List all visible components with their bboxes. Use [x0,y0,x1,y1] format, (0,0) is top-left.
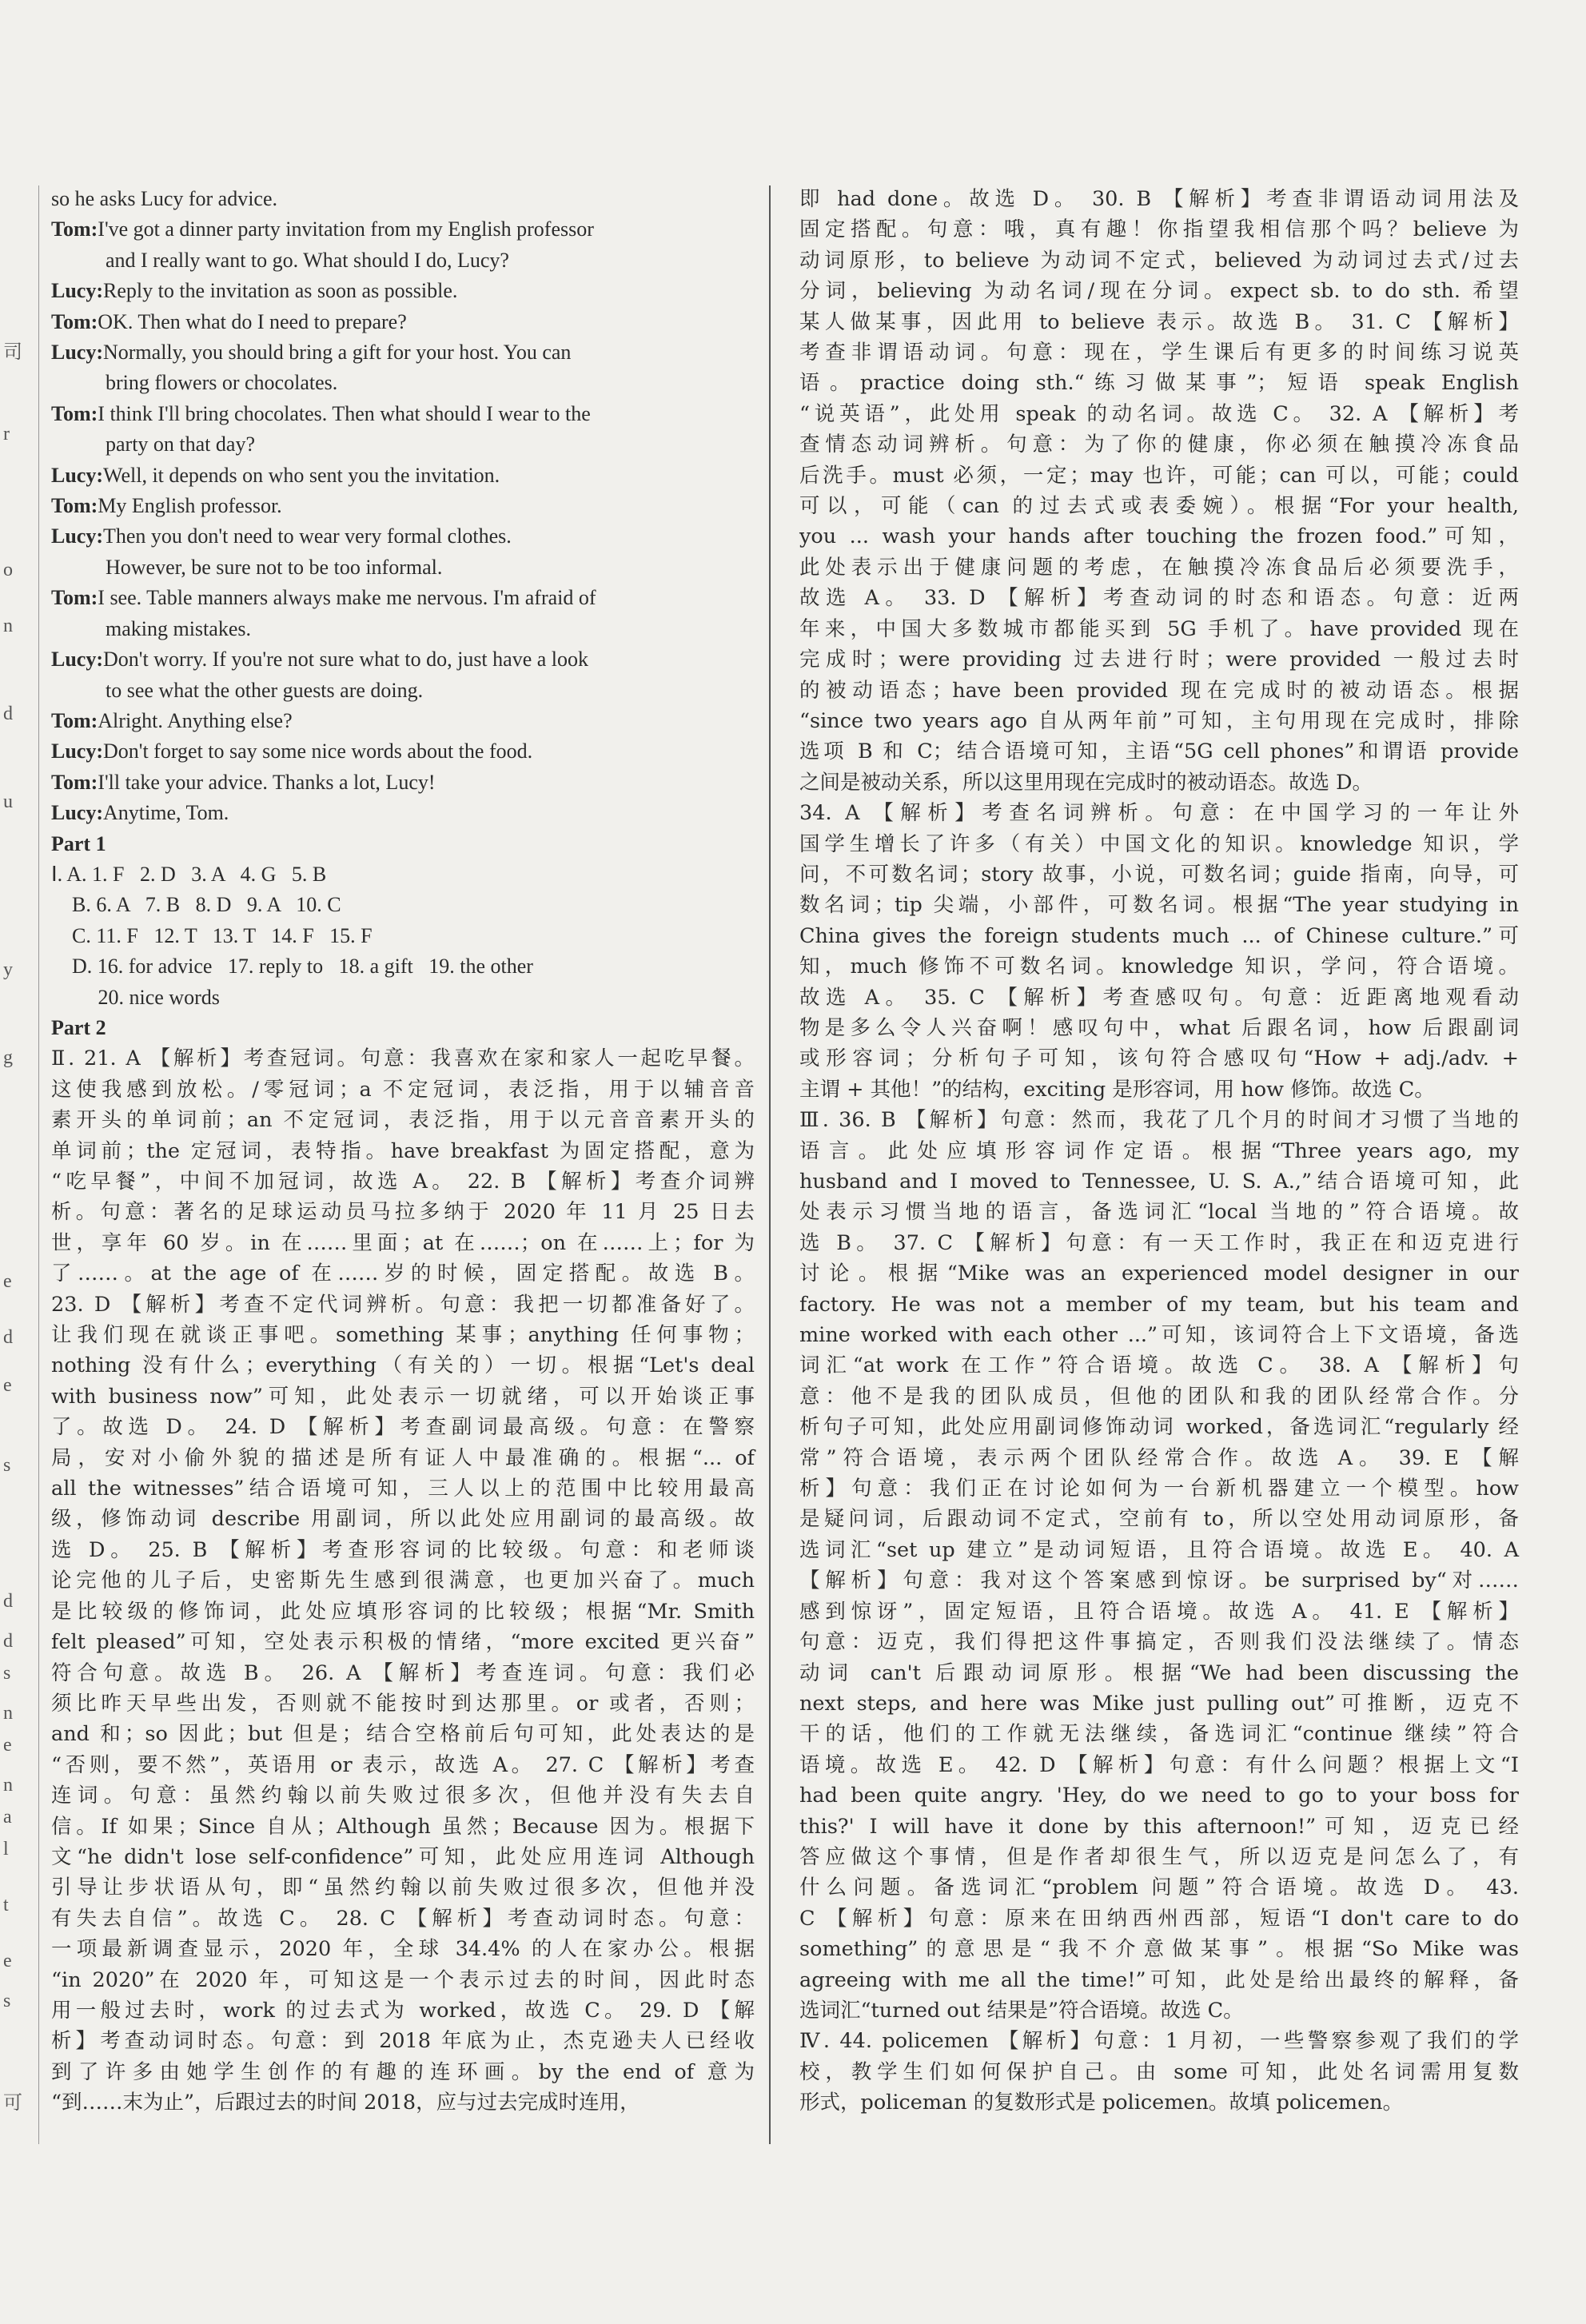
dialogue-text: and I really want to go. What should I do, Lucy? [106,248,509,272]
explanation-line: 感到惊讶”，固定短语，且符合语境。故选 A。 41. E 【解析】 [799,1599,1519,1624]
dialogue-line [51,706,755,736]
dialogue-line [51,491,755,521]
explanation-line: 局，安对小偷外貌的描述是所有证人中最准确的。根据“... of [51,1445,755,1470]
answer-line: C. 11. F 12. T 13. T 14. F 15. F [51,923,373,947]
explanation-line: Ⅲ. 36. B 【解析】句意：然而，我花了几个月的时间才习惯了当地的 [799,1108,1519,1133]
explanation-line: 校，教学生们如何保护自己。由 some 可知，此处名词需用复数 [799,2059,1519,2084]
explanation-line: felt pleased”可知，空处表示积极的情绪，“more excited 更兴奋” [51,1630,755,1655]
explanation-line: factory. He was not a member of my team, but his team and [799,1292,1519,1317]
gutter-fragment: e [3,1375,12,1396]
explanation-line: “in 2020”在 2020 年，可知这是一个表示过去的时间，因此时态 [51,1967,755,1992]
speaker-label: Lucy: [51,739,103,763]
dialogue-text: Don't forget to say some nice words about the food. [103,739,533,763]
explanation-line: 23. D 【解析】考查不定代词辨析。句意：我把一切都准备好了。 [51,1292,755,1317]
explanation-line: 数名词；tip 尖端，小部件，可数名词。根据“The year studying in [799,893,1519,918]
explanation-line: 34. A 【解析】考查名词辨析。句意：在中国学习的一年让外 [799,801,1519,826]
gutter-fragment: e [3,1271,12,1292]
speaker-label: Tom: [51,708,98,732]
explanation-line: 故选 A。 33. D 【解析】考查动词的时态和语态。句意：近两 [799,586,1519,611]
explanation-line: “吃早餐”，中间不加冠词，故选 A。 22. B 【解析】考查介词辨 [51,1170,755,1194]
explanation-line: 问，不可数名词；story 故事，小说，可数名词；guide 指南，向导，可 [799,862,1519,887]
explanation-line: 年来，中国大多数城市都能买到 5G 手机了。have provided 现在 [799,616,1519,641]
answer-line: D. 16. for advice 17. reply to 18. a gift 19. the other [51,955,533,979]
gutter-fragment: d [3,1591,13,1612]
speaker-label: Lucy: [51,648,103,672]
explanation-line: 文“he didn't lose self-confidence”可知，此处应用连词 Although [51,1844,755,1869]
explanation-line: and 和；so 因此；but 但是；结合空格前后句可知，此处表达的是 [51,1722,755,1747]
dialogue-line [51,583,755,613]
gutter-fragment: d [3,1631,13,1652]
dialogue-line [51,307,755,337]
dialogue-line [51,676,755,706]
explanation-line: 世，享年 60 岁。in 在……里面；at 在……；on 在……上；for 为 [51,1230,755,1255]
explanation-line: this?' I will have it done by this afternoon!”可知，迈克已经 [799,1814,1519,1839]
explanation-line: husband and I moved to Tennessee, U. S. A.,”结合语境可知，此 [799,1170,1519,1194]
gutter-fragment: t [3,1895,9,1915]
explanation-line: 之间是被动关系，所以这里用现在完成时的被动语态。故选 D。 [799,770,1373,795]
explanation-line: 用一般过去时，work 的过去式为 worked，故选 C。 29. D 【解 [51,1998,755,2023]
gutter-fragment: n [3,1775,13,1796]
explanation-line: 这使我感到放松。/零冠词；a 不定冠词，表泛指，用于以辅音音 [51,1077,755,1102]
explanation-line: something”的意思是“我不介意做某事”。根据“So Mike was [799,1937,1519,1962]
speaker-label: Lucy: [51,279,103,303]
explanation-line: 即 had done。故选 D。 30. B 【解析】考查非谓语动词用法及 [799,187,1519,211]
explanation-line: with business now”可知，此处表示一切就绪，可以开始谈正事 [51,1384,755,1409]
column-divider [769,185,771,2144]
speaker-label: Tom: [51,770,98,794]
answer-line: Ⅰ. A. 1. F 2. D 3. A 4. G 5. B [51,862,327,886]
gutter-rule [38,185,39,2144]
dialogue-line [51,521,755,552]
explanation-line: 或形容词；分析句子可知，该句符合感叹句“How + adj./adv. + [799,1046,1519,1071]
explanation-line: 句意：迈克，我们得把这件事搞定，否则我们没法继续了。情态 [799,1630,1519,1655]
gutter-fragment: s [3,1455,11,1476]
explanation-line: 了。故选 D。 24. D 【解析】考查副词最高级。句意：在警察 [51,1415,755,1440]
speaker-label: Lucy: [51,524,103,548]
explanation-line: 是疑问词，后跟动词不定式，空前有 to，所以空处用动词原形，备 [799,1507,1519,1532]
explanation-line: 选词汇“set up 建立”是动词短语，且符合语境。故选 E。 40. A [799,1537,1519,1562]
explanation-line: 选 D。 25. B 【解析】考查形容词的比较级。句意：和老师谈 [51,1537,755,1562]
gutter-fragment: o [3,560,13,580]
dialogue-text: Normally, you should bring a gift for your host. You can [103,341,572,365]
explanation-line: 析】考查动词时态。句意：到 2018 年底为止，杰克逊夫人已经收 [51,2029,755,2054]
dialogue-line [51,368,755,398]
explanation-line: 了……。at the age of 在……岁的时候，固定搭配。故选 B。 [51,1262,755,1286]
explanation-line: 动词原形，to believe 为动词不定式，believed 为动词过去式/过去 [799,248,1519,273]
dialogue-line [51,614,755,644]
explanation-line: 意：他不是我的团队成员，但他的团队和我的团队经常合作。分 [799,1384,1519,1409]
dialogue-text: bring flowers or chocolates. [106,371,338,395]
explanation-line: 的被动语态；have been provided 现在完成时的被动语态。根据 [799,678,1519,703]
dialogue-text: I'll take your advice. Thanks a lot, Lucy! [98,770,436,794]
explanation-line: 此处表示出于健康问题的考虑，在触摸冷冻食品后必须要洗手， [799,555,1519,580]
speaker-label: Tom: [51,401,98,425]
explanation-line: 【解析】句意：我对这个答案感到惊讶。be surprised by“对…… [799,1569,1519,1593]
gutter-fragment: g [3,1047,13,1068]
explanation-line: you ... wash your hands after touching the frozen food.”可知， [799,524,1519,549]
dialogue-line [51,644,755,675]
explanation-line: 完成时；were providing 过去进行时；were provided 一般过去时 [799,648,1519,672]
explanation-line: next steps, and here was Mike just pulling out”可推断，迈克不 [799,1691,1519,1716]
explanation-line: 讨论。根据“Mike was an experienced model designer in our [799,1262,1519,1286]
left-explanations [51,1043,755,2118]
dialogue-line [51,736,755,767]
gutter-fragment: e [3,1735,12,1756]
dialogue-text: to see what the other guests are doing. [106,678,424,702]
speaker-label: Lucy: [51,341,103,365]
explanation-line: C 【解析】句意：原来在田纳西州西部，短语“I don't care to do [799,1906,1519,1931]
dialogue-line [51,798,755,828]
gutter-fragment: n [3,1703,13,1724]
dialogue-line [51,429,755,460]
explanation-line: 分词，believing 为动名词/现在分词。expect sb. to do sth. 希望 [799,279,1519,304]
dialogue-line [51,245,755,276]
dialogue-text: I think I'll bring chocolates. Then what should I wear to the [98,401,591,425]
left-column [51,184,755,2119]
dialogue-text: Well, it depends on who sent you the invitation. [103,463,500,487]
gutter-fragment: d [3,1327,13,1348]
explanation-line: 是比较级的修饰词，此处应填形容词的比较级；根据“Mr. Smith [51,1599,755,1624]
explanation-line: 析句子可知，此处应用副词修饰动词 worked，备选词汇“regularly 经 [799,1415,1519,1440]
dialogue-line [51,184,755,214]
explanation-line: all the witnesses”结合语境可知，三人以上的范围中比较用最高 [51,1477,755,1501]
speaker-label: Tom: [51,309,98,333]
speaker-label: Tom: [51,586,98,610]
explanation-line: 动词 can't 后跟动词原形。根据“We had been discussing the [799,1660,1519,1685]
explanation-line: 选 B。 37. C 【解析】句意：有一天工作时，我正在和迈克进行 [799,1230,1519,1255]
explanation-line: 级，修饰动词 describe 用副词，所以此处应用副词的最高级。故 [51,1507,755,1532]
explanation-line: 处表示习惯当地的语言，备选词汇“local 当地的”符合语境。故 [799,1200,1519,1225]
answer-line: 20. nice words [51,985,220,1009]
explanation-line: 固定搭配。句意：哦，真有趣！你指望我相信那个吗？believe 为 [799,217,1519,242]
dialogue-line [51,337,755,368]
dialogue-text: I see. Table manners always make me nervous. I'm afraid of [98,586,596,610]
explanation-line: 析。句意：著名的足球运动员马拉多纳于 2020 年 11 月 25 日去 [51,1200,755,1225]
gutter-fragment: 司 [3,342,22,363]
explanation-line: 国学生增长了许多（有关）中国文化的知识。knowledge 知识，学 [799,831,1519,856]
explanation-line: 什么问题。备选词汇“problem 问题”符合语境。故选 D。 43. [799,1876,1519,1900]
dialogue-text: Don't worry. If you're not sure what to do, just have a look [103,648,589,672]
dialogue-text: My English professor. [98,494,282,518]
explanation-line: mine worked with each other ...”可知，该词符合上下文语境，备选 [799,1323,1519,1348]
dialogue-text: Anytime, Tom. [103,801,229,825]
part2-title: Part 2 [51,1015,106,1039]
explanation-line: 语境。故选 E。 42. D 【解析】句意：有什么问题？根据上文“I [799,1752,1519,1777]
explanation-line: 连词。句意：虽然约翰以前失败过很多次，但他并没有失去自 [51,1784,755,1808]
explanation-line: “说英语”，此处用 speak 的动名词。故选 C。 32. A 【解析】考 [799,401,1519,426]
explanation-line: 须比昨天早些出发，否则就不能按时到达那里。or 或者，否则； [51,1691,755,1716]
gutter-fragment: e [3,1951,12,1971]
dialogue-text: I've got a dinner party invitation from my English professor [98,217,594,241]
dialogue-text: Alright. Anything else? [98,708,293,732]
gutter-fragment: l [3,1839,9,1860]
gutter-fragment: y [3,959,13,980]
explanation-line: 形式，policeman 的复数形式是 policemen。故填 policemen。 [799,2091,1404,2115]
explanation-line: 主谓 + 其他！”的结构，exciting 是形容词，用 how 修饰。故选 C。 [799,1077,1435,1102]
explanation-line: 选词汇“turned out 结果是”符合语境。故选 C。 [799,1998,1244,2023]
explanation-line: 让我们现在就谈正事吧。something 某事；anything 任何事物； [51,1323,755,1348]
explanation-line: 常”符合语境，表示两个团队经常合作。故选 A。 39. E 【解 [799,1445,1519,1470]
explanation-line: agreeing with me all the time!”可知，此处是给出最终的解释，备 [799,1967,1519,1992]
explanation-line: 一项最新调查显示，2020 年，全球 34.4% 的人在家办公。根据 [51,1937,755,1962]
gutter-fragment: u [3,791,13,812]
dialogue [51,184,755,829]
explanation-line: 故选 A。 35. C 【解析】考查感叹句。句意：近距离地观看动 [799,985,1519,1010]
right-explanations [799,184,1519,2119]
dialogue-line [51,767,755,798]
dialogue-text: However, be sure not to be too informal. [106,555,443,579]
explanation-line: 后洗手。must 必须，一定；may 也许，可能；can 可以，可能；could [799,463,1519,488]
answer-line: B. 6. A 7. B 8. D 9. A 10. C [51,893,341,917]
explanation-line: 选项 B 和 C；结合语境可知，主语“5G cell phones”和谓语 provide [799,739,1519,764]
explanation-line: nothing 没有什么；everything（有关的）一切。根据“Let's deal [51,1353,755,1378]
explanation-line: 有失去自信”。故选 C。 28. C 【解析】考查动词时态。句意： [51,1906,755,1931]
gutter-fragment: s [3,1991,11,2011]
dialogue-text: OK. Then what do I need to prepare? [98,309,407,333]
explanation-line: 答应做这个事情，但是作者却很生气，所以迈克是问怎么了，有 [799,1844,1519,1869]
dialogue-line [51,399,755,429]
explanation-line: 素开头的单词前；an 不定冠词，表泛指，用于以元音音素开头的 [51,1108,755,1133]
dialogue-text: Then you don't need to wear very formal clothes. [103,524,512,548]
speaker-label: Tom: [51,217,98,241]
dialogue-text: so he asks Lucy for advice. [51,187,278,210]
dialogue-text: party on that day? [106,433,255,456]
speaker-label: Tom: [51,494,98,518]
explanation-line: 知，much 修饰不可数名词。knowledge 知识，学问，符合语境。 [799,955,1519,979]
explanation-line: 物是多么令人兴奋啊！感叹句中，what 后跟名词，how 后跟副词 [799,1015,1519,1040]
explanation-line: 语。practice doing sth.“练习做某事”；短语 speak English [799,371,1519,396]
left-gutter-fragments [0,160,32,2159]
explanation-line: 论完他的儿子后，史密斯先生感到很满意，也更加兴奋了。much [51,1569,755,1593]
dialogue-line [51,460,755,491]
gutter-fragment: n [3,616,13,636]
explanation-line: 符合句意。故选 B。 26. A 【解析】考查连词。句意：我们必 [51,1660,755,1685]
gutter-fragment: r [3,424,10,444]
speaker-label: Lucy: [51,463,103,487]
dialogue-line [51,214,755,245]
dialogue-line [51,552,755,583]
explanation-line: China gives the foreign students much ... of Chinese culture.”可 [799,923,1519,948]
explanation-line: 查情态动词辨析。句意：为了你的健康，你必须在触摸冷冻食品 [799,433,1519,457]
explanation-line: 信。If 如果；Since 自从；Although 虽然；Because 因为。根据下 [51,1814,755,1839]
explanation-line: “since two years ago 自从两年前”可知，主句用现在完成时，排除 [799,708,1519,733]
dialogue-text: Reply to the invitation as soon as possible. [103,279,458,303]
part1-answers [51,859,755,1013]
gutter-fragment: s [3,1663,11,1684]
explanation-line: 析】句意：我们正在讨论如何为一台新机器建立一个模型。how [799,1477,1519,1501]
explanation-line: “到……末为止”，后跟过去的时间 2018，应与过去完成时连用， [51,2091,640,2115]
explanation-line: Ⅱ. 21. A 【解析】考查冠词。句意：我喜欢在家和家人一起吃早餐。 [51,1046,755,1071]
gutter-fragment: d [3,704,13,724]
explanation-line: 可以，可能（can 的过去式或表委婉）。根据“For your health, [799,494,1519,519]
speaker-label: Lucy: [51,801,103,825]
dialogue-line [51,276,755,306]
explanation-line: 到了许多由她学生创作的有趣的连环画。by the end of 意为 [51,2059,755,2084]
explanation-line: “否则，要不然”，英语用 or 表示，故选 A。 27. C 【解析】考查 [51,1752,755,1777]
explanation-line: 引导让步状语从句，即“虽然约翰以前失败过很多次，但他并没 [51,1876,755,1900]
gutter-fragment: 可 [3,2093,22,2114]
part1-title: Part 1 [51,831,106,855]
right-column [799,184,1519,2119]
explanation-line: 干的话，他们的工作就无法继续，备选词汇“continue 继续”符合 [799,1722,1519,1747]
explanation-line: 某人做某事，因此用 to believe 表示。故选 B。 31. C 【解析】 [799,309,1519,334]
explanation-line: 语言。此处应填形容词作定语。根据“Three years ago, my [799,1138,1519,1163]
gutter-fragment: a [3,1807,12,1828]
explanation-line: had been quite angry. 'Hey, do we need to go to your boss for [799,1784,1519,1808]
explanation-line: 词汇“at work 在工作”符合语境。故选 C。 38. A 【解析】句 [799,1353,1519,1378]
explanation-line: 考查非谓语动词。句意：现在，学生课后有更多的时间练习说英 [799,341,1519,365]
explanation-line: 单词前；the 定冠词，表特指。have breakfast 为固定搭配，意为 [51,1138,755,1163]
explanation-line: Ⅳ. 44. policemen 【解析】句意：1 月初，一些警察参观了我们的学 [799,2029,1519,2054]
dialogue-text: making mistakes. [106,616,251,640]
